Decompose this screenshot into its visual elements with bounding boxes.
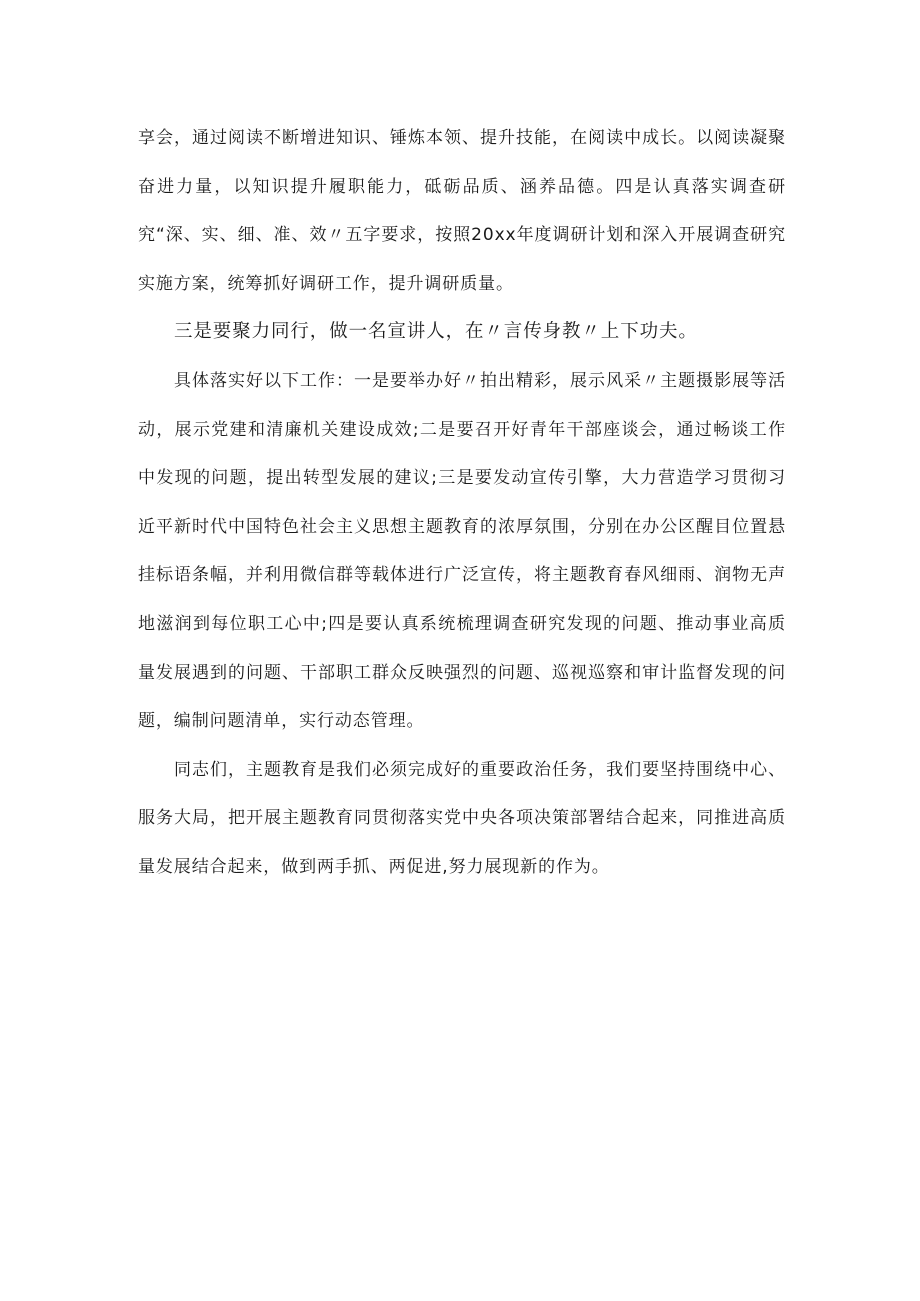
paragraph-closing-remarks: 同志们，主题教育是我们必须完成好的重要政治任务，我们要坚持围绕中心、服务大局，把开展主题教育同贯彻落实党中央各项决策部署结合起来，同推进高质量发展结合起来，做到两手抓、两促进,努力展现新的作为。 <box>138 759 786 877</box>
paragraph-reading-and-research: 享会，通过阅读不断增进知识、锤炼本领、提升技能，在阅读中成长。以阅读凝聚奋进力量，以知识提升履职能力，砥砺品质、涵养品德。四是认真落实调查研究“深、实、细、准、效〃五字要求，按照20xx年度调研计划和深入开展调查研究实施方案，统筹抓好调研工作，提升调研质量。 <box>138 128 786 294</box>
paragraph-section-heading: 三是要聚力同行，做一名宣讲人，在〃言传身教〃上下功夫。 <box>174 321 698 343</box>
paragraph-specific-tasks: 具体落实好以下工作：一是要举办好〃拍出精彩，展示风采〃主题摄影展等活动，展示党建和清廉机关建设成效;二是要召开好青年干部座谈会，通过畅谈工作中发现的问题，提出转型发展的建议;三是要发动宣传引擎，大力营造学习贯彻习近平新时代中国特色社会主义思想主题教育的浓厚氛围，分别在办公区醒目位置悬挂标语条幅，并利用微信群等载体进行广泛宣传，将主题教育春风细雨、润物无声地滋润到每位职工心中;四是要认真系统梳理调查研究发现的问题、推动事业高质量发展遇到的问题、干部职工群众反映强烈的问题、巡视巡察和审计监督发现的问题，编制问题清单，实行动态管理。 <box>138 370 786 732</box>
document-body <box>138 114 786 892</box>
